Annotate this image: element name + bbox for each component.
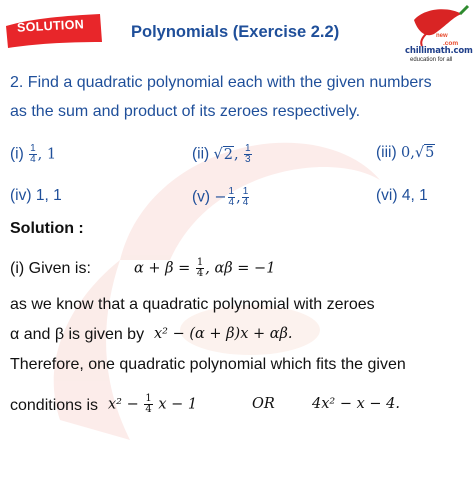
- logo-site-name: chillimath.com: [405, 46, 473, 56]
- answer-polynomial: x² − $\frac{1}{4}$ x − 1: [108, 393, 198, 415]
- question-line-1: 2. Find a quadratic polynomial each with the given numbers: [10, 74, 432, 91]
- option-i: (i) $\frac{1}{4}$ , 1: [10, 143, 57, 165]
- given-equation: α + β = $\frac{1}{4}$ , αβ = −1: [134, 257, 276, 279]
- logo-new-text: new: [436, 33, 448, 39]
- option-v-fraction-1: $\frac{1}{4}$: [228, 186, 235, 208]
- given-label: (i) Given is:: [10, 260, 91, 277]
- option-iii-label: (iii): [376, 144, 397, 161]
- solution-badge: SOLUTION: [16, 17, 85, 35]
- solution-heading: Solution :: [10, 220, 84, 237]
- general-quadratic-formula: x² − (α + β)x + αβ.: [154, 326, 293, 342]
- option-ii-label: (ii): [192, 145, 210, 163]
- option-iv: (iv) 1, 1: [10, 187, 62, 204]
- option-i-fraction: $\frac{1}{4}$: [30, 143, 36, 165]
- question-line-2: as the sum and product of its zeroes respectively.: [10, 103, 361, 120]
- answer-fraction: $\frac{1}{4}$: [145, 393, 152, 415]
- option-vi-label: (vi): [376, 187, 398, 204]
- option-ii: (ii) √2, $\frac{1}{3}$: [192, 143, 251, 165]
- solution-line-5-text: conditions is: [10, 397, 99, 414]
- or-word: OR: [252, 396, 275, 412]
- option-iv-label: (iv): [10, 187, 32, 204]
- option-v-fraction-2: $\frac{1}{4}$: [242, 186, 249, 208]
- page-title: Polynomials (Exercise 2.2): [131, 23, 340, 41]
- solution-line-4: Therefore, one quadratic polynomial which fits the given: [10, 356, 406, 373]
- given-fraction: $\frac{1}{4}$: [196, 257, 204, 279]
- solution-line-3-text: α and β is given by: [10, 326, 145, 343]
- option-iii: (iii) 0,√5: [376, 144, 435, 161]
- logo-com-text: .com: [443, 40, 459, 47]
- option-ii-fraction: $\frac{1}{3}$: [244, 143, 251, 165]
- logo-tagline: education for all: [410, 57, 453, 63]
- solution-line-2: as we know that a quadratic polynomial with zeroes: [10, 296, 375, 313]
- option-v-label: (v): [192, 188, 211, 206]
- option-i-label: (i): [10, 145, 24, 163]
- alternative-polynomial: 4x² − x − 4.: [312, 396, 400, 412]
- option-vi: (vi) 4, 1: [376, 187, 428, 204]
- option-v: (v) − $\frac{1}{4}$ , $\frac{1}{4}$: [192, 186, 249, 208]
